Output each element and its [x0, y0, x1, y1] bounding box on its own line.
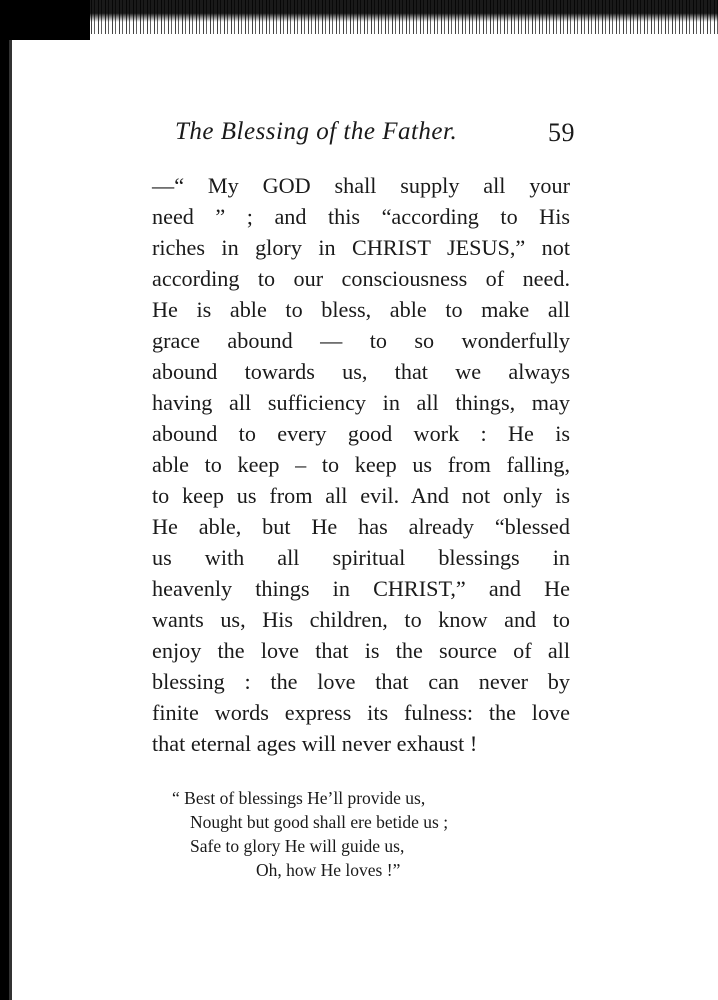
text-line: that eternal ages will never exhaust ! [152, 731, 478, 756]
poem-line: Nought but good shall ere betide us ; [190, 812, 449, 832]
text-line: abound towards us, that we always [152, 359, 570, 384]
text-line: finite words express its fulness: the love [152, 700, 570, 725]
text-line: able to keep – to keep us from falling, [152, 452, 570, 477]
scan-left-edge [0, 0, 16, 1000]
text-line: abound to every good work : He is [152, 421, 570, 446]
page-number: 59 [548, 118, 575, 147]
text-line: wants us, His children, to know and to [152, 607, 570, 632]
text-line: riches in glory in CHRIST JESUS,” not [152, 235, 570, 260]
running-header [175, 118, 575, 158]
text-line: blessing : the love that can never by [152, 669, 570, 694]
text-line: having all sufficiency in all things, may [152, 390, 570, 415]
text-line: us with all spiritual blessings in [152, 545, 570, 570]
text-line: according to our consciousness of need. [152, 266, 570, 291]
poem-quote [172, 786, 532, 882]
scan-top-corner [0, 0, 90, 40]
text-line: He able, but He has already “blessed [152, 514, 570, 539]
running-title: The Blessing of the Father. [175, 118, 458, 145]
scan-top-edge-band [0, 0, 718, 22]
text-line: enjoy the love that is the source of all [152, 638, 570, 663]
text-line: —“ My GOD shall supply all your [152, 173, 570, 198]
text-line: grace abound — to so wonderfully [152, 328, 570, 353]
poem-line: Oh, how He loves !” [256, 860, 401, 880]
text-line: need ” ; and this “according to His [152, 204, 570, 229]
text-line: to keep us from all evil. And not only is [152, 483, 570, 508]
poem-line: Safe to glory He will guide us, [190, 836, 405, 856]
text-line: He is able to bless, able to make all [152, 297, 570, 322]
body-paragraph [152, 170, 570, 759]
text-line: heavenly things in CHRIST,” and He [152, 576, 570, 601]
poem-line: “ Best of blessings He’ll provide us, [172, 788, 426, 808]
